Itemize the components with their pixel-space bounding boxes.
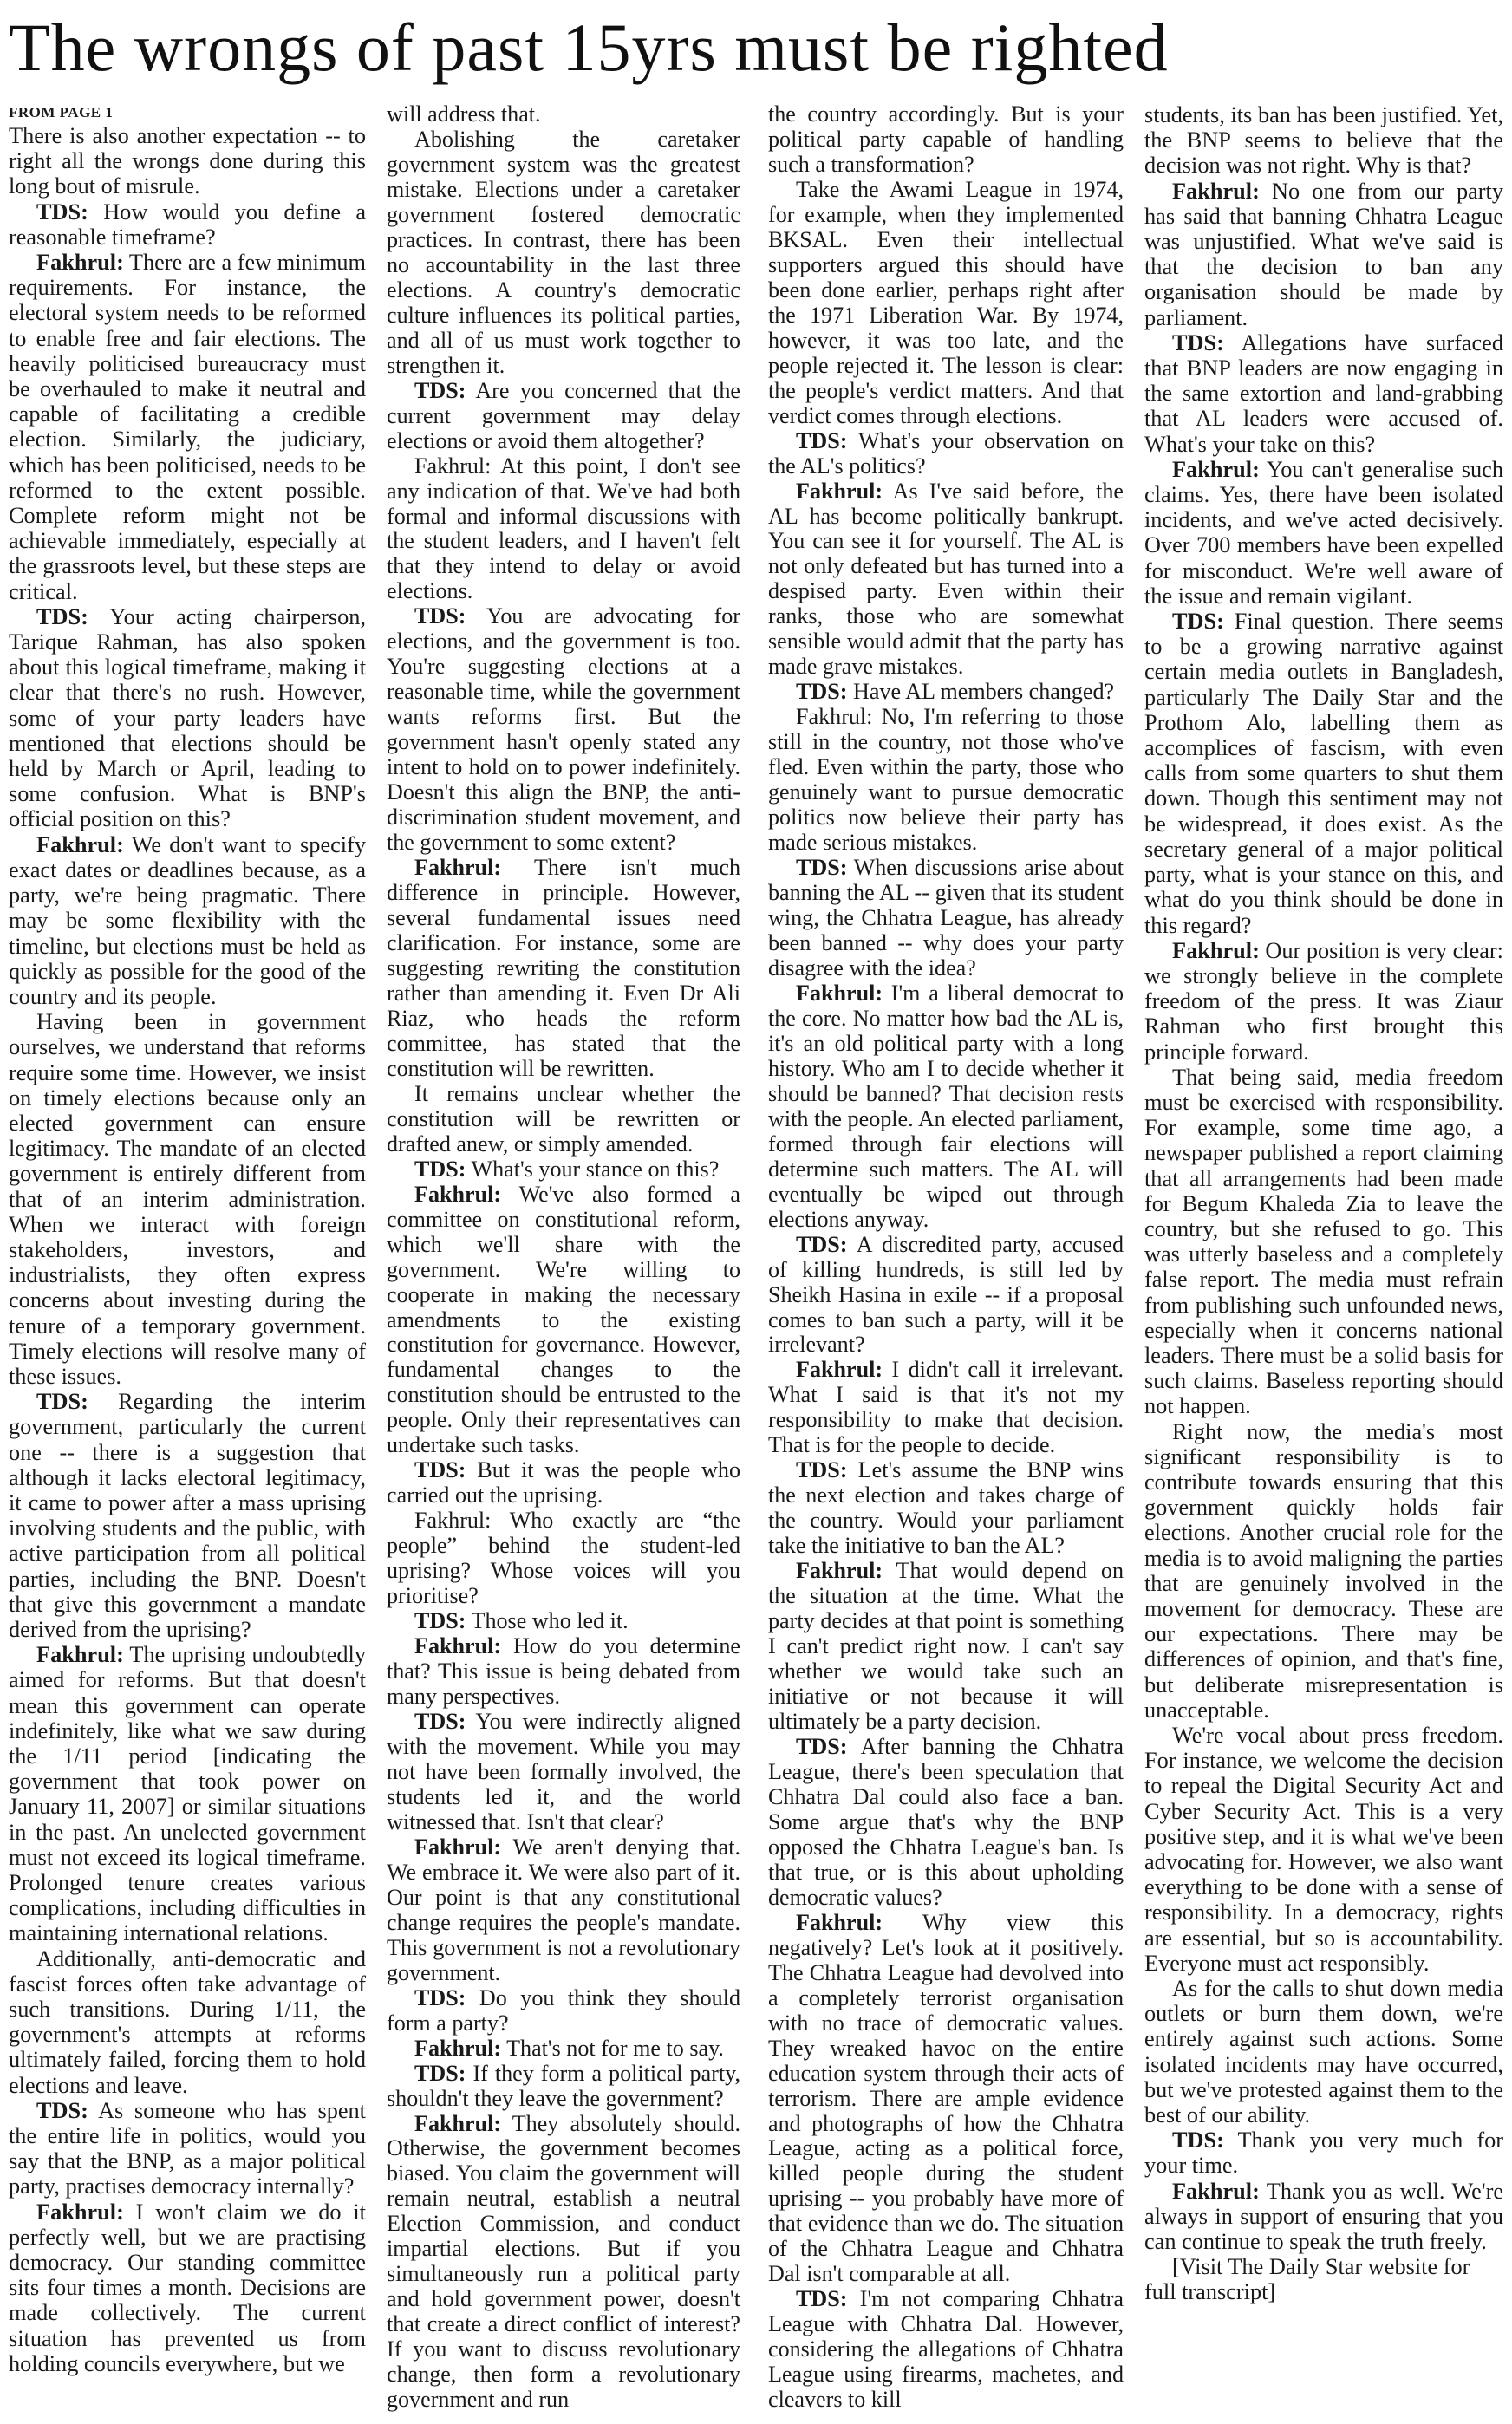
paragraph-text: No one from our party has said that banning Chhatra League was unjustified. What we've said is that the decision to ban any organisation should be made by parliament.	[1144, 178, 1503, 330]
article-paragraph	[1144, 1065, 1503, 1419]
paragraph-text: How would you define a reasonable timeframe?	[9, 199, 366, 250]
speaker-label: TDS:	[796, 427, 848, 453]
paragraph-text: Right now, the media's most significant responsibility is to contribute towards ensuring that this government quickly holds fair elections. Another crucial role for the media is to avoid maligning the parties that are genuinely involved in the movement for democracy. These are our expectations. There may be differences of opinion, and that's fine, but deliberate misrepresentation is unacceptable.	[1144, 1418, 1503, 1723]
article-paragraph	[768, 102, 1124, 178]
article-column-3	[768, 102, 1124, 2417]
paragraph-text: Final question. There seems to be a growing narrative against certain media outlets in Bangladesh, particularly The Daily Star and the Prothom Alo, labelling them as accomplices of fascism, with even calls from some quarters to shut them down. Though this sentiment may not be widespread, it does exist. As the secretary general of a major political party, what is your stance on this, and what do you think should be done in this regard?	[1144, 609, 1503, 938]
article-paragraph	[387, 127, 740, 379]
article-paragraph	[9, 604, 366, 832]
speaker-label: Fakhrul:	[1172, 456, 1260, 482]
paragraph-text: The uprising undoubtedly aimed for reforms. But that doesn't mean this government can operate indefinitely, like what we saw during the 1/11 period [indicating the government that took power on January 11, 2007] or similar situations in the past. An unelected government must not exceed its logical timeframe. Prolonged tenure creates various complications, including difficulties in maintaining international relations.	[9, 1642, 366, 1946]
speaker-label: Fakhrul:	[36, 1642, 124, 1668]
paragraph-text: That would depend on the situation at the time. What the party decides at that point is something I can't predict right now. I can't say whether we would take such an initiative or not because it will ultimately be a party decision.	[768, 1558, 1124, 1734]
speaker-label: Fakhrul:	[414, 2110, 502, 2136]
article-paragraph	[387, 1458, 740, 1508]
article-paragraph	[387, 454, 740, 605]
speaker-label: TDS:	[796, 1457, 848, 1483]
paragraph-text: We've also formed a committee on constitutional reform, which we'll share with the government. We're willing to cooperate in making the necessary amendments to the existing constitution for governance. However, fundamental changes to the constitution should be entrusted to the people. Only their representatives can undertake such tasks.	[387, 1181, 740, 1458]
article-paragraph	[9, 1389, 366, 1642]
speaker-label: Fakhrul:	[796, 478, 883, 504]
paragraph-text: Why view this negatively? Let's look at it positively. The Chhatra League had devolved into a completely terrorist organisation with no trace of democratic values. They wreaked havoc on the entire education system through their acts of terrorism. There are ample evidence and photographs of how the Chhatra League, acting as a political force, killed people during the student uprising -- you probably have more of that evidence than we do. The situation of the Chhatra League and Chhatra Dal isn't comparable at all.	[768, 1909, 1124, 2287]
speaker-label: TDS:	[414, 1156, 466, 1182]
paragraph-text: Having been in government ourselves, we understand that reforms require some time. However, we insist on timely elections because only an elected government can ensure legitimacy. The mandate of an elected government is entirely different from that of an interim administration. When we interact with foreign stakeholders, investors, and industrialists, they often express concerns about investing during the tenure of a temporary government. Timely elections will resolve many of these issues.	[9, 1009, 366, 1389]
article-paragraph	[9, 2199, 366, 2376]
paragraph-text: Do you think they should form a party?	[387, 1984, 740, 2036]
speaker-label: Fakhrul:	[1172, 937, 1260, 963]
paragraph-text: As someone who has spent the entire life in politics, would you say that the BNP, as a major political party, practises democracy internally?	[9, 2097, 366, 2199]
paragraph-text: As for the calls to shut down media outlets or burn them down, we're entirely against such actions. Some isolated incidents may have occurred, but we've protested against them to the best of our ability.	[1144, 1976, 1503, 2128]
paragraph-text: Allegations have surfaced that BNP leaders are now engaging in the same extortion and land-grabbing that AL leaders were accused of. What's your take on this?	[1144, 329, 1503, 457]
headline: The wrongs of past 15yrs must be righted	[9, 10, 1169, 85]
paragraph-text: What's your stance on this?	[466, 1156, 720, 1182]
paragraph-text: After banning the Chhatra League, there's been speculation that Chhatra Dal could also face a ban. Some argue that's why the BNP opposed the Chhatra League's ban. Is that true, or is this about upholding democratic values?	[768, 1733, 1124, 1910]
speaker-label: TDS:	[414, 1608, 466, 1634]
article-paragraph	[1144, 457, 1503, 609]
continuation-kicker: FROM PAGE 1	[9, 104, 114, 121]
speaker-label: TDS:	[36, 1389, 88, 1415]
article-paragraph	[9, 123, 366, 199]
paragraph-text: Fakhrul: At this point, I don't see any indication of that. We've had both formal and informal discussions with the student leaders, and I haven't felt that they intend to delay or avoid elections.	[387, 453, 740, 604]
speaker-label: TDS:	[414, 2060, 466, 2086]
article-paragraph	[387, 604, 740, 856]
paragraph-text: You were indirectly aligned with the movement. While you may not have been formally involved, the students led it, and the world witnessed that. Isn't that clear?	[387, 1709, 740, 1834]
paragraph-text: We aren't denying that. We embrace it. We were also part of it. Our point is that any constitutional change requires the people's mandate. This government is not a revolutionary government.	[387, 1834, 740, 1985]
speaker-label: TDS:	[1172, 2128, 1224, 2154]
speaker-label: Fakhrul:	[1172, 178, 1260, 204]
paragraph-text: You are advocating for elections, and the government is too. You're suggesting elections at a reasonable time, while the government wants reforms first. But the government hasn't openly stated any intent to hold on to power indefinitely. Doesn't this align the BNP, the anti-discrimination student movement, and the government to some extent?	[387, 603, 740, 856]
paragraph-text: There are a few minimum requirements. For instance, the electoral system needs to be reformed to enable free and fair elections. The heavily politicised bureaucracy must be overhauled to make it neutral and capable of facilitating a credible election. Similarly, the judiciary, which has been politicised, needs to be reformed to the extent possible. Complete reform might not be achievable immediately, especially at the grassroots level, but these steps are critical.	[9, 250, 366, 604]
article-paragraph	[768, 1458, 1124, 1559]
speaker-label: Fakhrul:	[1172, 2178, 1260, 2204]
paragraph-text: When discussions arise about banning the AL -- given that its student wing, the Chhatra League, has already been banned -- why does your party disagree with the idea?	[768, 855, 1124, 981]
speaker-label: TDS:	[796, 2286, 848, 2312]
speaker-label: TDS:	[414, 603, 466, 629]
paragraph-text: Thank you very much for your time.	[1144, 2128, 1503, 2179]
paragraph-text: Have AL members changed?	[847, 679, 1115, 705]
article-paragraph	[9, 1946, 366, 2098]
speaker-label: Fakhrul:	[796, 1357, 883, 1383]
speaker-label: TDS:	[36, 603, 88, 629]
speaker-label: Fakhrul:	[414, 1834, 502, 1860]
speaker-label: TDS:	[1172, 609, 1224, 635]
article-paragraph	[768, 1233, 1124, 1359]
article-paragraph	[1144, 1419, 1503, 1723]
article-paragraph	[387, 1157, 740, 1183]
paragraph-text: Our position is very clear: we strongly believe in the complete freedom of the press. It was Ziaur Rahman who first brought this principle forward.	[1144, 937, 1503, 1065]
paragraph-text: I didn't call it irrelevant. What I said is that it's not my responsibility to make that decision. That is for the people to decide.	[768, 1357, 1124, 1458]
article-paragraph	[387, 102, 740, 127]
speaker-label: Fakhrul:	[36, 831, 124, 857]
article-column-4	[1144, 102, 1503, 2417]
article-paragraph	[387, 2112, 740, 2414]
paragraph-text: As I've said before, the AL has become politically bankrupt. You can see it for yourself. The AL is not only defeated but has turned into a despised party. Even within their ranks, those who are somewhat sensible would admit that the party has made grave mistakes.	[768, 478, 1124, 680]
paragraph-text: It remains unclear whether the constitution will be rewritten or drafted anew, or simply amended.	[387, 1080, 740, 1157]
article-paragraph	[768, 178, 1124, 429]
paragraph-text: What's your observation on the AL's politics?	[768, 427, 1124, 479]
article-paragraph	[1144, 179, 1503, 330]
speaker-label: TDS:	[796, 855, 848, 881]
paragraph-text: They absolutely should. Otherwise, the government becomes biased. You claim the government will remain neutral, establish a neutral Election Commission, and conduct impartial elections. But if you simultaneously run a political party and hold government power, doesn't that create a direct conflict of interest? If you want to discuss revolutionary change, then form a revolutionary government and run	[387, 2110, 740, 2413]
article-paragraph	[768, 1911, 1124, 2288]
speaker-label: TDS:	[36, 2097, 88, 2123]
article-paragraph	[768, 1735, 1124, 1911]
article-paragraph	[768, 1358, 1124, 1458]
article-column-1	[9, 102, 366, 2417]
paragraph-text: There isn't much difference in principle. However, several fundamental issues need clarification. For instance, some are suggesting rewriting the constitution rather than amending it. Even Dr Ali Riaz, who heads the reform committee, has stated that the constitution will be rewritten.	[387, 855, 740, 1081]
article-paragraph	[387, 1710, 740, 1835]
article-paragraph	[768, 429, 1124, 479]
speaker-label: TDS:	[796, 679, 848, 705]
article-paragraph	[387, 1082, 740, 1157]
paragraph-text: If they form a political party, shouldn't they leave the government?	[387, 2060, 740, 2111]
speaker-label: TDS:	[796, 1733, 848, 1759]
paragraph-text: Take the Awami League in 1974, for example, when they implemented BKSAL. Even their intellectual supporters argued this should have been done earlier, perhaps right after the 1971 Liberation War. By 1974, however, it was too late, and the people rejected it. The lesson is clear: the people's verdict matters. And that verdict comes through elections.	[768, 176, 1124, 428]
paragraph-text: You can't generalise such claims. Yes, there have been isolated incidents, and we've acted decisively. Over 700 members have been expelled for misconduct. We're well aware of the issue and remain vigilant.	[1144, 456, 1503, 609]
paragraph-text: the country accordingly. But is your political party capable of handling such a transformation?	[768, 102, 1124, 177]
speaker-label: TDS:	[414, 1984, 466, 2010]
article-paragraph	[387, 856, 740, 1082]
article-paragraph	[387, 2062, 740, 2112]
paragraph-text: We're vocal about press freedom. For instance, we welcome the decision to repeal the Digital Security Act and Cyber Security Act. This is a very positive step, and it is what we've been advocating for. However, we also want everything to be done with a sense of responsibility. In a democracy, rights are essential, but so is accountability. Everyone must act responsibly.	[1144, 1723, 1503, 1976]
article-paragraph	[9, 1009, 366, 1389]
paragraph-text: Additionally, anti-democratic and fascist forces often take advantage of such transitions. During 1/11, the government's attempts at reforms ultimately failed, forcing them to hold elections and leave.	[9, 1945, 366, 2098]
article-paragraph	[1144, 2128, 1503, 2178]
paragraph-text: Are you concerned that the current government may delay elections or avoid them altogether?	[387, 377, 740, 453]
paragraph-text: But it was the people who carried out the uprising.	[387, 1457, 740, 1508]
article-column-2	[387, 102, 740, 2417]
speaker-label: Fakhrul:	[414, 1633, 502, 1659]
article-paragraph	[9, 199, 366, 250]
article-paragraph	[768, 479, 1124, 681]
article-paragraph	[9, 250, 366, 604]
paragraph-text: Abolishing the caretaker government system was the greatest mistake. Elections under a caretaker government fostered democratic practices. In contrast, there has been no accountability in the last three elections. A country's democratic culture influences its political parties, and all of us must work together to strengthen it.	[387, 126, 740, 378]
article-paragraph	[387, 379, 740, 454]
paragraph-text: Fakhrul: No, I'm referring to those still in the country, not those who've fled. Even within the party, those who genuinely want to pursue democratic politics now believe their party has made serious mistakes.	[768, 704, 1124, 856]
article-paragraph	[387, 1634, 740, 1710]
paragraph-text: That being said, media freedom must be exercised with responsibility. For example, some time ago, a newspaper published a report claiming that all arrangements had been made for Begum Khaleda Zia to leave the country, but she refused to go. This was utterly baseless and a completely false report. The media must refrain from publishing such unfounded news, especially when it concerns national leaders. There must be a solid basis for such claims. Baseless reporting should not happen.	[1144, 1064, 1503, 1419]
article-paragraph	[387, 1986, 740, 2036]
article-paragraph	[768, 856, 1124, 981]
article-paragraph	[768, 2287, 1124, 2413]
paragraph-text: will address that.	[387, 102, 541, 127]
article-paragraph	[387, 1835, 740, 1986]
article-paragraph	[387, 1609, 740, 1634]
article-paragraph	[387, 1508, 740, 1609]
article-paragraph	[768, 981, 1124, 1233]
speaker-label: TDS:	[414, 1709, 466, 1734]
article-paragraph	[1144, 609, 1503, 938]
speaker-label: Fakhrul:	[414, 855, 502, 881]
speaker-label: TDS:	[414, 377, 466, 403]
paragraph-text: Let's assume the BNP wins the next election and takes charge of the country. Would your parliament take the initiative to ban the AL?	[768, 1457, 1124, 1559]
article-paragraph	[768, 705, 1124, 856]
speaker-label: Fakhrul:	[796, 1909, 883, 1935]
speaker-label: Fakhrul:	[36, 2199, 124, 2225]
article-paragraph	[1144, 102, 1503, 179]
article-paragraph	[1144, 1723, 1503, 1976]
speaker-label: TDS:	[414, 1457, 466, 1483]
article-paragraph	[1144, 330, 1503, 457]
article-paragraph	[768, 1559, 1124, 1735]
paragraph-text: Your acting chairperson, Tarique Rahman, has also spoken about this logical timeframe, making it clear that there's no rush. However, some of your party leaders have mentioned that elections should be held by March or April, leading to some confusion. What is BNP's official position on this?	[9, 603, 366, 832]
paragraph-text: Thank you as well. We're always in support of ensuring that you can continue to speak the truth freely.	[1144, 2178, 1503, 2255]
speaker-label: Fakhrul:	[414, 1181, 502, 1207]
paragraph-text: Fakhrul: Who exactly are “the people” behind the student-led uprising? Whose voices will you prioritise?	[387, 1508, 740, 1609]
speaker-label: TDS:	[796, 1231, 848, 1257]
paragraph-text: How do you determine that? This issue is being debated from many perspectives.	[387, 1633, 740, 1710]
speaker-label: Fakhrul:	[36, 250, 124, 276]
paragraph-text: A discredited party, accused of killing hundreds, is still led by Sheikh Hasina in exile -- if a proposal comes to ban such a party, will it be irrelevant?	[768, 1231, 1124, 1358]
paragraph-text: I'm a liberal democrat to the core. No matter how bad the AL is, it's an old political party with a long history. Who am I to decide whether it should be banned? That decision rests with the people. An elected parliament, formed through fair elections will determine such matters. The AL will eventually be wiped out through elections anyway.	[768, 980, 1124, 1232]
paragraph-text: I won't claim we do it perfectly well, but we are practising democracy. Our standing committee sits four times a month. Decisions are made collectively. The current situation has prevented us from holding councils everywhere, but we	[9, 2199, 366, 2376]
article-paragraph	[9, 832, 366, 1009]
paragraph-text: We don't want to specify exact dates or deadlines because, as a party, we're being pragmatic. There may be some flexibility with the timeline, but elections must be held as quickly as possible for the good of the country and its people.	[9, 831, 366, 1009]
paragraph-text: I'm not comparing Chhatra League with Chhatra Dal. However, considering the allegations of Chhatra League using firearms, machetes, and cleavers to kill	[768, 2286, 1124, 2413]
speaker-label: TDS:	[36, 199, 88, 225]
article-paragraph	[1144, 1976, 1503, 2128]
speaker-label: Fakhrul:	[796, 980, 883, 1006]
speaker-label: Fakhrul:	[796, 1558, 883, 1584]
paragraph-text: That's not for me to say.	[501, 2035, 724, 2061]
paragraph-text: [Visit The Daily Star website for full transcript]	[1144, 2254, 1470, 2305]
article-paragraph	[1144, 2179, 1503, 2255]
article-paragraph	[387, 1183, 740, 1459]
speaker-label: Fakhrul:	[414, 2035, 502, 2061]
paragraph-text: Those who led it.	[466, 1608, 629, 1634]
article-paragraph	[9, 1642, 366, 1945]
article-paragraph	[1144, 2254, 1503, 2304]
paragraph-text: Regarding the interim government, particularly the current one -- there is a suggestion that although it lacks electoral legitimacy, it came to power after a mass uprising involving students and the public, with active participation from all political parties, including the BNP. Doesn't that give this government a mandate derived from the uprising?	[9, 1389, 366, 1642]
paragraph-text: There is also another expectation -- to right all the wrongs done during this long bout of misrule.	[9, 123, 366, 199]
article-paragraph	[1144, 938, 1503, 1065]
article-paragraph	[9, 2098, 366, 2199]
article-paragraph	[768, 680, 1124, 705]
article-paragraph	[387, 2036, 740, 2062]
speaker-label: TDS:	[1172, 329, 1224, 355]
paragraph-text: students, its ban has been justified. Yet, the BNP seems to believe that the decision was not right. Why is that?	[1144, 102, 1503, 179]
